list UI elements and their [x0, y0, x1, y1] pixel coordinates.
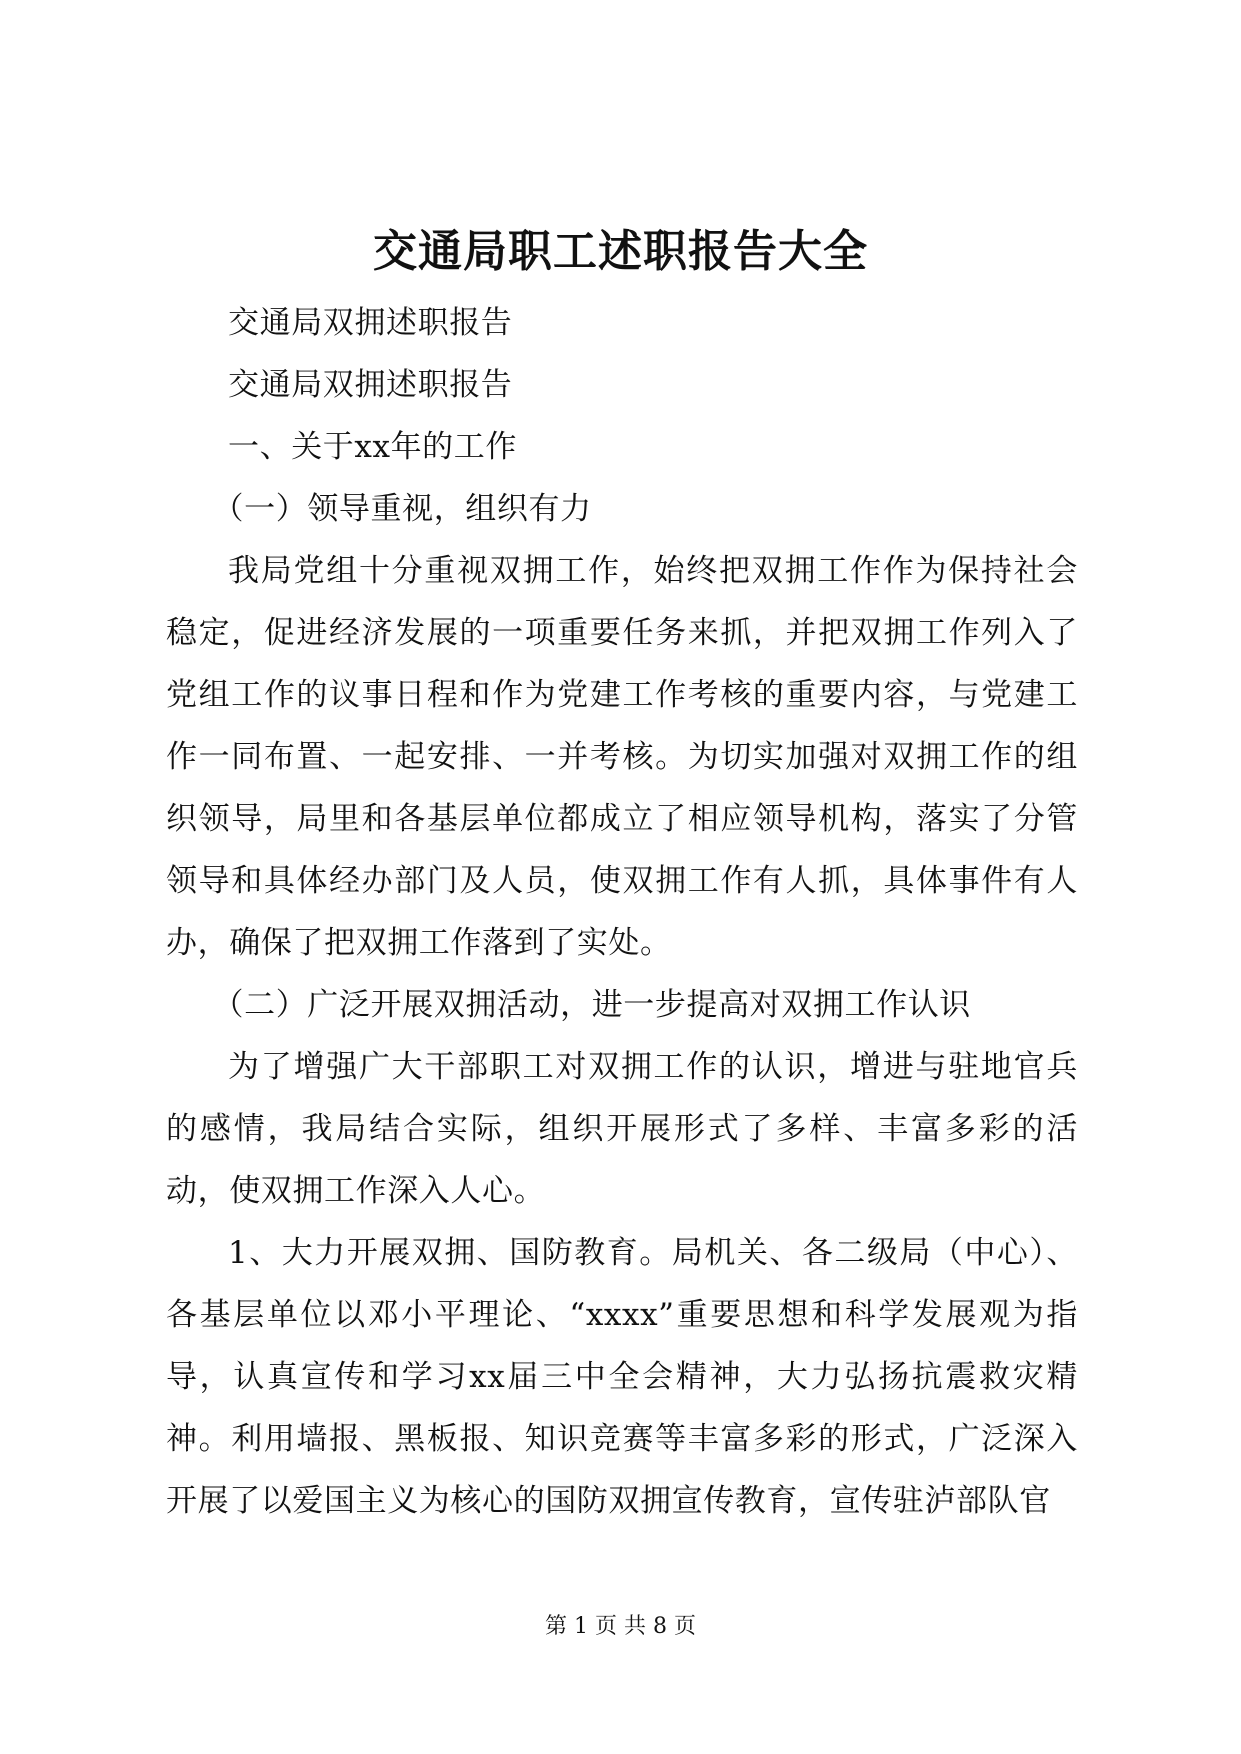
paragraph-subtitle-repeat: 交通局双拥述职报告 — [228, 367, 513, 403]
paragraph-subtitle: 交通局双拥述职报告 — [228, 305, 513, 341]
document-body — [166, 292, 1078, 1532]
subsection-heading-2: （二）广泛开展双拥活动，进一步提高对双拥工作认识 — [212, 987, 971, 1023]
page-footer: 第 1 页 共 8 页 — [545, 1614, 696, 1639]
document-title: 交通局职工述职报告大全 — [373, 226, 868, 277]
body-paragraph: 我局党组十分重视双拥工作，始终把双拥工作作为保持社会稳定，促进经济发展的一项重要任务来抓，并把双拥工作列入了党组工作的议事日程和作为党建工作考核的重要内容，与党建工作一同布置、一起安排、一并考核。为切实加强对双拥工作的组织领导，局里和各基层单位都成立了相应领导机构，落实了分管领导和具体经办部门及人员，使双拥工作有人抓，具体事件有人办，确保了把双拥工作落到了实处。 — [166, 553, 1078, 961]
body-paragraph: 为了增强广大干部职工对双拥工作的认识，增进与驻地官兵的感情，我局结合实际，组织开展形式了多样、丰富多彩的活动，使双拥工作深入人心。 — [166, 1049, 1078, 1209]
section-heading: 一、关于xx年的工作 — [228, 429, 517, 465]
subsection-heading-1: （一）领导重视，组织有力 — [212, 491, 592, 527]
body-paragraph: 1、大力开展双拥、国防教育。局机关、各二级局（中心）、各基层单位以邓小平理论、“xxxx”重要思想和科学发展观为指导，认真宣传和学习xx届三中全会精神，大力弘扬抗震救灾精神。利用墙报、黑板报、知识竞赛等丰富多彩的形式，广泛深入开展了以爱国主义为核心的国防双拥宣传教育，宣传驻泸部队官 — [166, 1235, 1078, 1519]
